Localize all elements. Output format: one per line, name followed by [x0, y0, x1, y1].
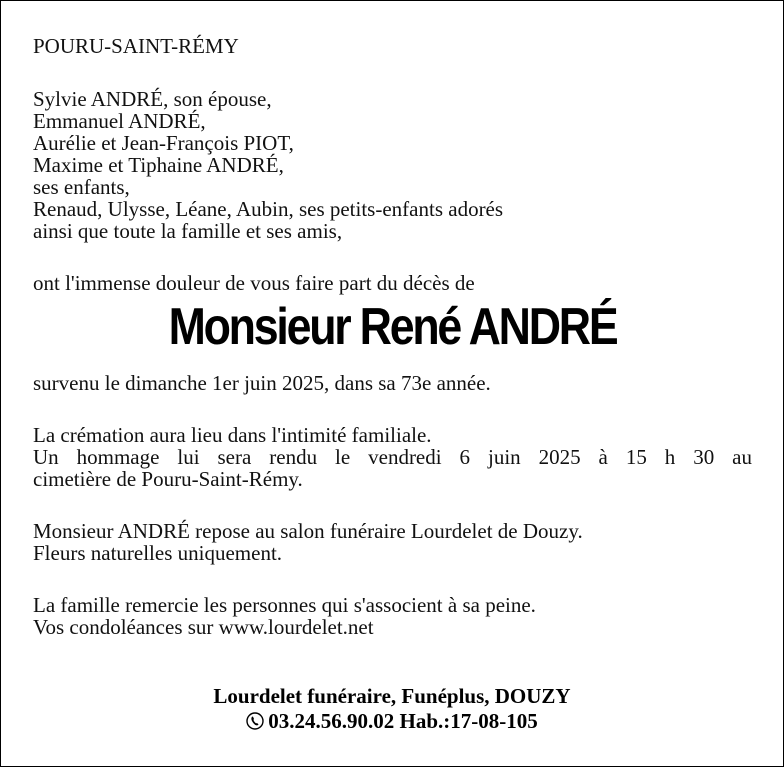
flowers-note: Fleurs naturelles uniquement.	[33, 541, 283, 565]
deceased-name: Monsieur René ANDRÉ	[168, 298, 617, 356]
tribute-text-line2: cimetière de Pouru-Saint-Rémy.	[33, 467, 303, 491]
thanks-text: La famille remercie les personnes qui s'associent à sa peine.	[33, 593, 536, 617]
ceremony-info	[33, 424, 752, 490]
tribute-text-line1: Un hommage lui sera rendu le vendredi 6 juin 2025 à 15 h 30 au	[33, 445, 752, 469]
thanks-info	[33, 594, 752, 638]
cremation-text: La crémation aura lieu dans l'intimité familiale.	[33, 423, 432, 447]
family-line: Maxime et Tiphaine ANDRÉ,	[33, 153, 284, 177]
rest-info	[33, 520, 752, 564]
family-line: Renaud, Ulysse, Léane, Aubin, ses petits-enfants adorés	[33, 197, 504, 221]
family-line: Sylvie ANDRÉ, son épouse,	[33, 87, 272, 111]
funeral-home-name: Lourdelet funéraire, Funéplus, DOUZY	[213, 684, 571, 708]
family-line: ainsi que toute la famille et ses amis,	[33, 219, 343, 243]
contact-details: 03.24.56.90.02 Hab.:17-08-105	[268, 709, 538, 733]
contact-line	[1, 709, 783, 734]
rest-location: Monsieur ANDRÉ repose au salon funéraire Lourdelet de Douzy.	[33, 519, 583, 543]
town-name: POURU-SAINT-RÉMY	[33, 34, 239, 58]
funeral-home-footer	[1, 684, 783, 734]
announcement-text: ont l'immense douleur de vous faire part du décès de	[33, 271, 475, 295]
condolences-text: Vos condoléances sur www.lourdelet.net	[33, 615, 374, 639]
notice-body	[33, 35, 752, 638]
family-line: Emmanuel ANDRÉ,	[33, 109, 206, 133]
family-line: ses enfants,	[33, 175, 130, 199]
telephone-icon	[246, 711, 264, 729]
family-list	[33, 88, 752, 242]
death-info: survenu le dimanche 1er juin 2025, dans sa 73e année.	[33, 371, 491, 395]
family-line: Aurélie et Jean-François PIOT,	[33, 131, 294, 155]
